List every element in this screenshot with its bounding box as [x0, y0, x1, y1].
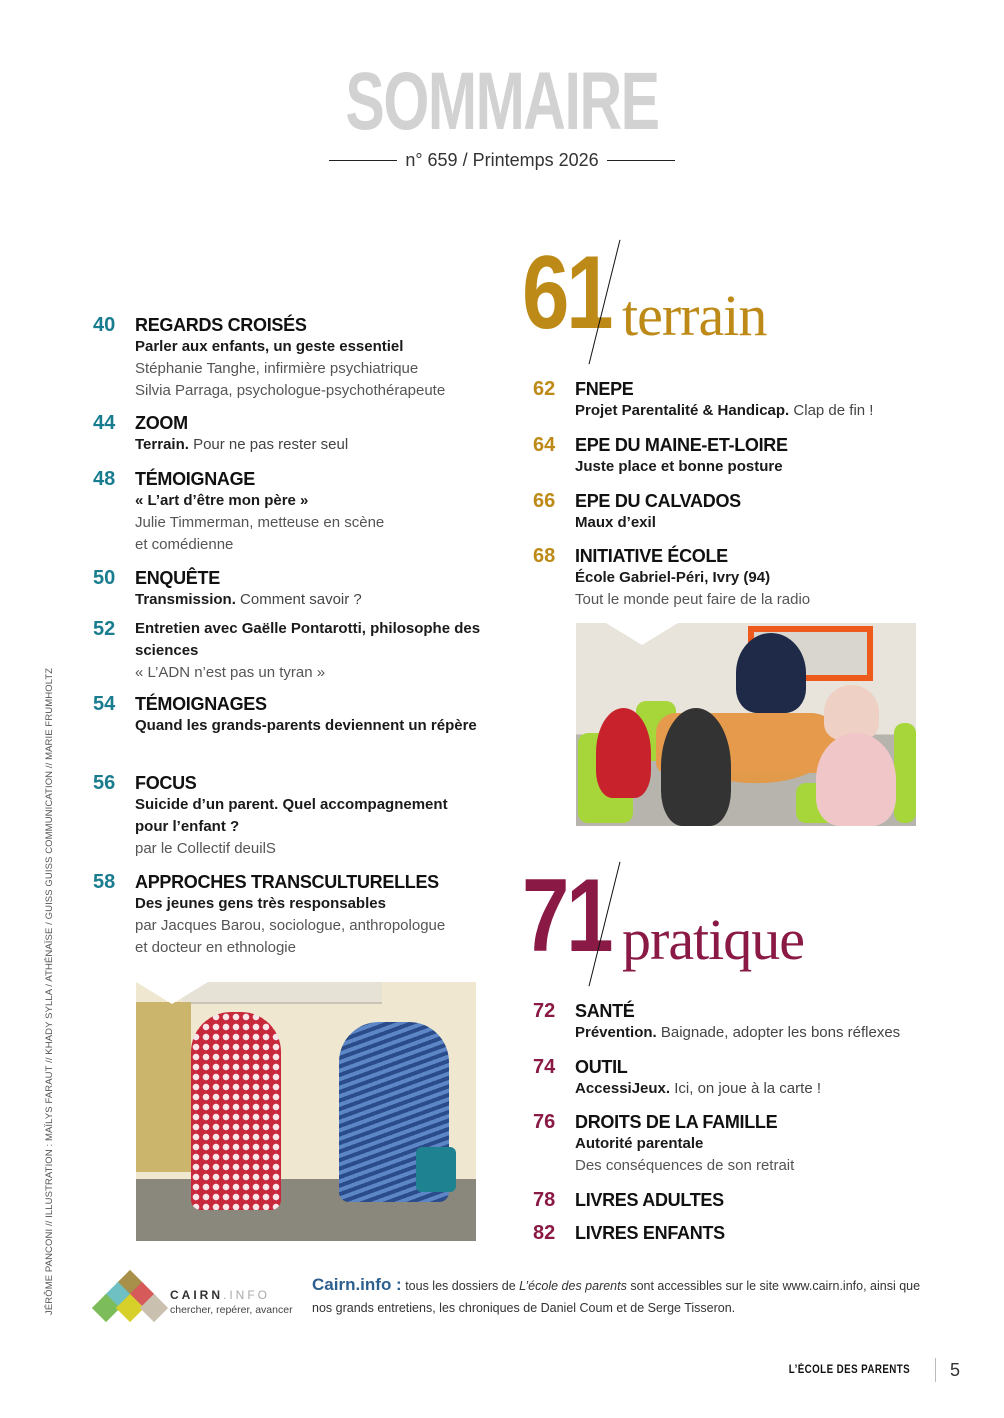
- toc-description: Julie Timmerman, metteuse en scène: [135, 514, 385, 531]
- toc-category: ENQUÊTE: [135, 568, 220, 588]
- cairn-note: Cairn.info : tous les dossiers de L’école des parents sont accessibles sur le site www.cairn.info, ainsi que nos grands entretiens, les chroniques de Daniel Coum et de Serge Tisseron.: [312, 1275, 921, 1315]
- toc-page-number: 76: [533, 1111, 556, 1133]
- toc-category: SANTÉ: [575, 1001, 635, 1021]
- toc-subtitle: Terrain. Pour ne pas rester seul: [135, 436, 349, 453]
- toc-description: et comédienne: [135, 536, 234, 553]
- toc-description: par le Collectif deuilS: [135, 840, 276, 857]
- toc-category: FNEPE: [575, 379, 634, 399]
- toc-page-number: 66: [533, 490, 556, 512]
- toc-description: par Jacques Barou, sociologue, anthropologue: [135, 917, 446, 934]
- toc-description: Des conséquences de son retrait: [575, 1157, 795, 1174]
- page-number: 5: [949, 1359, 960, 1380]
- toc-subtitle: Entretien avec Gaëlle Pontarotti, philosophe des sciences: [135, 620, 481, 659]
- toc-page-number: 52: [93, 618, 116, 640]
- toc-entry[interactable]: [533, 1222, 953, 1244]
- toc-category: EPE DU MAINE-ET-LOIRE: [575, 435, 788, 455]
- divider: [329, 160, 397, 161]
- section-word: terrain: [622, 283, 767, 348]
- toc-page-number: 74: [533, 1056, 556, 1078]
- toc-subtitle: Maux d’exil: [575, 514, 656, 531]
- toc-subtitle: École Gabriel-Péri, Ivry (94): [575, 569, 771, 586]
- issue-line: [0, 150, 1004, 171]
- toc-entry[interactable]: [533, 1111, 953, 1177]
- toc-subtitle: AccessiJeux. Ici, on joue à la carte !: [575, 1080, 821, 1097]
- toc-page-number: 54: [93, 693, 116, 715]
- children-radio-workshop-photo: [576, 623, 916, 826]
- toc-description: « L’ADN n’est pas un tyran »: [135, 664, 326, 681]
- toc-page-number: 78: [533, 1189, 556, 1211]
- page-title: SOMMAIRE: [345, 56, 659, 147]
- divider: [607, 160, 675, 161]
- toc-page-number: 82: [533, 1222, 556, 1244]
- cairn-brand: CAIRN.INFO: [170, 1288, 270, 1302]
- toc-entry[interactable]: [93, 871, 483, 959]
- toc-subtitle: Projet Parentalité & Handicap. Clap de fin !: [575, 402, 874, 419]
- toc-entry[interactable]: [533, 490, 953, 534]
- toc-entry[interactable]: [533, 434, 953, 478]
- section-word: pratique: [622, 907, 805, 972]
- cairn-note-lead: Cairn.info :: [312, 1275, 402, 1294]
- magazine-name: L’ÉCOLE DES PARENTS: [788, 1364, 911, 1376]
- toc-category: LIVRES ADULTES: [575, 1190, 724, 1210]
- toc-category: INITIATIVE ÉCOLE: [575, 546, 728, 566]
- toc-subtitle: Parler aux enfants, un geste essentiel: [135, 338, 404, 355]
- divider: [935, 1358, 936, 1382]
- section-number: 71: [522, 858, 611, 974]
- toc-page-number: 48: [93, 468, 116, 490]
- toc-page-number: 56: [93, 772, 116, 794]
- photo-credits: JÉRÔME PANCONI // ILLUSTRATION : MAÏLYS FARAUT // KHADY SYLLA / ATHÉNAÏSE / GUISS GUISS COMMUNICATION // MARIE FRUMHOLTZ: [44, 667, 55, 1315]
- toc-page-number: 50: [93, 567, 116, 589]
- toc-entry[interactable]: [533, 545, 953, 611]
- toc-entry[interactable]: [93, 567, 483, 611]
- toc-page-number: 68: [533, 545, 556, 567]
- toc-category: TÉMOIGNAGE: [135, 469, 256, 489]
- toc-subtitle: Quand les grands-parents deviennent un répère: [135, 717, 477, 734]
- toc-entry[interactable]: [93, 468, 483, 556]
- toc-page-number: 58: [93, 871, 116, 893]
- two-women-sitting-photo: [136, 982, 476, 1241]
- toc-category: APPROCHES TRANSCULTURELLES: [135, 872, 439, 892]
- page-footer: [778, 1358, 960, 1382]
- toc-entry[interactable]: [533, 1189, 953, 1211]
- toc-category: EPE DU CALVADOS: [575, 491, 741, 511]
- toc-entry[interactable]: [93, 618, 483, 684]
- toc-subtitle: Transmission. Comment savoir ?: [135, 591, 362, 608]
- toc-entry[interactable]: [533, 1000, 953, 1044]
- toc-entry[interactable]: [93, 772, 483, 860]
- toc-subtitle: Juste place et bonne posture: [575, 458, 783, 475]
- toc-category: OUTIL: [575, 1057, 628, 1077]
- section-number: 61: [522, 235, 611, 351]
- toc-subtitle: Prévention. Baignade, adopter les bons réflexes: [575, 1024, 901, 1041]
- toc-entry[interactable]: [533, 378, 953, 422]
- toc-description: Tout le monde peut faire de la radio: [575, 591, 811, 608]
- toc-entry[interactable]: [533, 1056, 953, 1100]
- cairn-logo[interactable]: [94, 1270, 294, 1325]
- toc-entry[interactable]: [93, 314, 483, 402]
- toc-page-number: 72: [533, 1000, 556, 1022]
- issue-number: n° 659 / Printemps 2026: [405, 150, 599, 170]
- toc-category: FOCUS: [135, 773, 197, 793]
- toc-category: TÉMOIGNAGES: [135, 694, 267, 714]
- toc-entry[interactable]: [93, 693, 483, 737]
- toc-category: ZOOM: [135, 413, 188, 433]
- toc-subtitle: Des jeunes gens très responsables: [135, 895, 386, 912]
- toc-description: et docteur en ethnologie: [135, 939, 296, 956]
- toc-description: Stéphanie Tanghe, infirmière psychiatrique: [135, 360, 419, 377]
- toc-category: LIVRES ENFANTS: [575, 1223, 725, 1243]
- cairn-tagline: chercher, repérer, avancer: [170, 1304, 293, 1316]
- toc-subtitle: « L’art d’être mon père »: [135, 492, 309, 509]
- toc-description: Silvia Parraga, psychologue-psychothérapeute: [135, 382, 446, 399]
- toc-category: DROITS DE LA FAMILLE: [575, 1112, 778, 1132]
- toc-category: REGARDS CROISÉS: [135, 315, 307, 335]
- toc-page-number: 64: [533, 434, 556, 456]
- toc-page-number: 44: [93, 412, 116, 434]
- toc-subtitle: Suicide d’un parent. Quel accompagnement pour l’enfant ?: [135, 796, 448, 835]
- toc-entry[interactable]: [93, 412, 483, 456]
- toc-page-number: 40: [93, 314, 116, 336]
- toc-subtitle: Autorité parentale: [575, 1135, 704, 1152]
- toc-page-number: 62: [533, 378, 556, 400]
